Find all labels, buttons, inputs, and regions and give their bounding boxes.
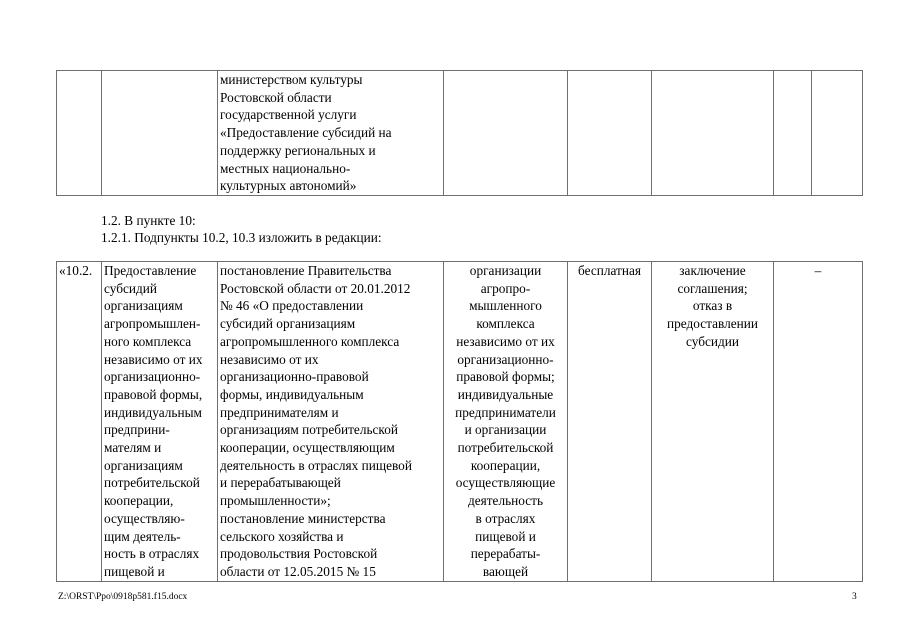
page-number: 3 (852, 592, 857, 602)
table-cell (652, 71, 774, 196)
fee-cell: бесплатная (568, 262, 652, 582)
table-main (56, 261, 863, 582)
table-row (57, 262, 863, 582)
footer-file-path: Z:\ORST\Ppo\0918p581.f15.docx (58, 592, 188, 602)
table-row (57, 71, 863, 196)
paragraph-item-1-2-1: 1.2.1. Подпункты 10.2, 10.3 изложить в редакции: (101, 230, 382, 245)
paragraph-item-1-2: 1.2. В пункте 10: (101, 213, 196, 228)
table-cell (102, 71, 218, 196)
result-cell: заключение соглашения; отказ в предоставлении субсидии (652, 262, 774, 582)
recipients-cell: организации агропро- мышленного комплекса независимо от их организационно- правовой формы; индивидуальные предприниматели и организации потребительской кооперации, осуществляющие деятельность в отраслях пищевой и перерабаты- вающей (444, 262, 568, 582)
table-cell (812, 71, 863, 196)
table-top (56, 70, 863, 196)
item-number-cell: «10.2. (57, 262, 102, 582)
table-cell: министерством культуры Ростовской области государственной услуги «Предоставление субсидий на поддержку региональных и местных национально- культурных автономий» (218, 71, 444, 196)
table-cell (568, 71, 652, 196)
notes-cell: – (774, 262, 863, 582)
table-cell (444, 71, 568, 196)
legal-basis-cell: постановление Правительства Ростовской области от 20.01.2012 № 46 «О предоставлении субсидий организациям агропромышленного комплекса независимо от их организационно-правовой формы, индивидуальным предпринимателям и организациям потребительской кооперации, осуществляющим деятельность в отраслях пищевой и перерабатывающей промышленности»; постановление министерства сельского хозяйства и продовольствия Ростовской области от 12.05.2015 № 15 (218, 262, 444, 582)
table-cell (57, 71, 102, 196)
table-cell (774, 71, 812, 196)
service-name-cell: Предоставление субсидий организациям агропромышлен- ного комплекса независимо от их организационно- правовой формы, индивидуальным предприни- мателям и организациям потребительской кооперации, осуществляю- щим деятель- ность в отраслях пищевой и (102, 262, 218, 582)
